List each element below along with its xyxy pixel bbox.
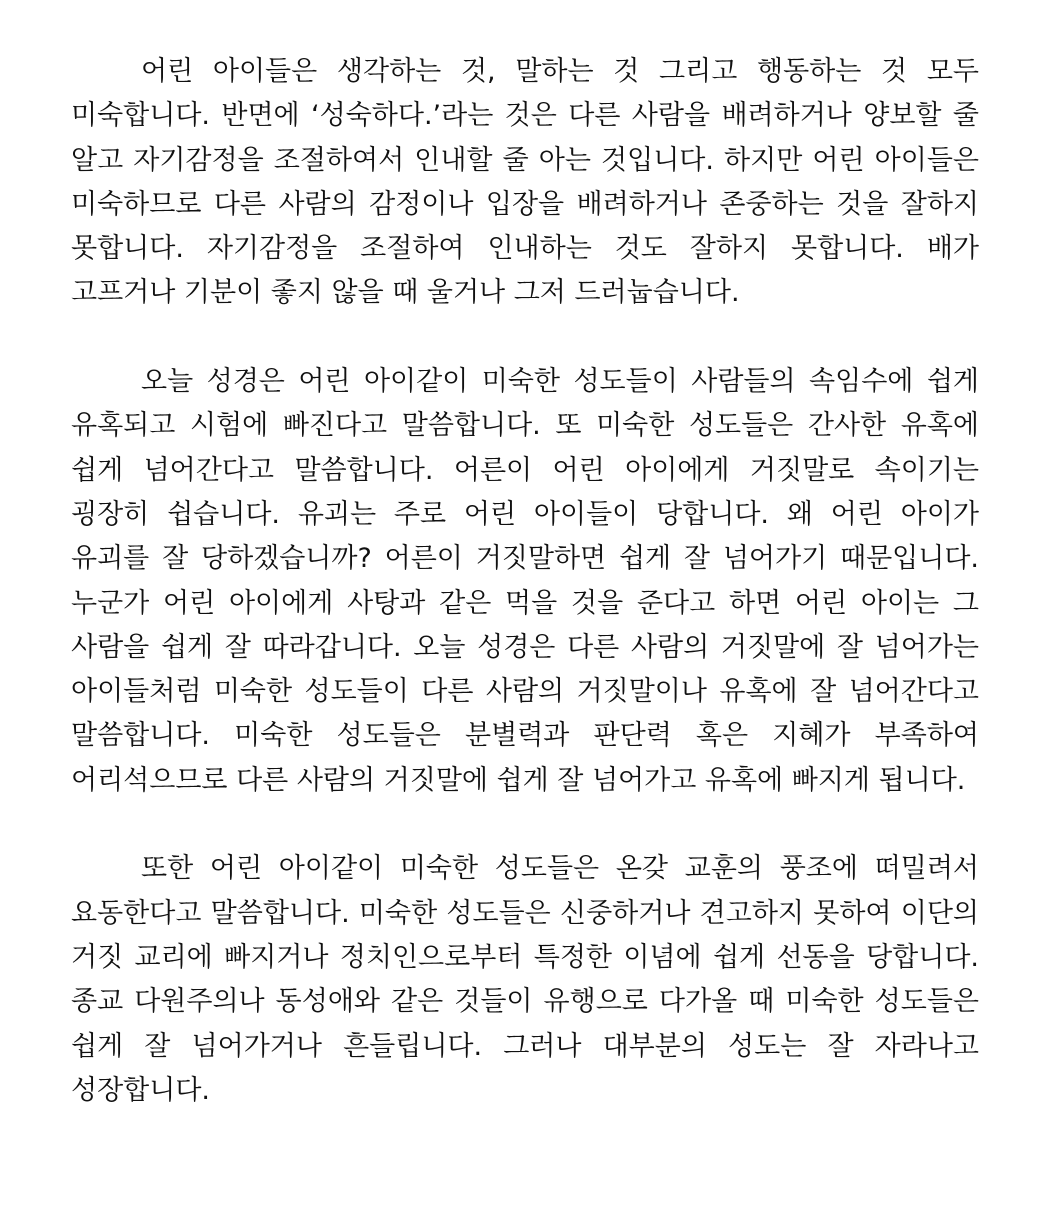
- document-page: [71, 50, 979, 1113]
- paragraph-winds-of-doctrine: 또한 어린 아이같이 미숙한 성도들은 온갖 교훈의 풍조에 떠밀려서 요동한다고 말씀합니다. 미숙한 성도들은 신중하거나 견고하지 못하여 이단의 거짓 교리에 빠지거나 정치인으로부터 특정한 이념에 쉽게 선동을 당합니다. 종교 다원주의나 동성애와 같은 것들이 유행으로 다가올 때 미숙한 성도들은 쉽게 잘 넘어가거나 흔들립니다. 그러나 대부분의 성도는 잘 자라나고 성장합니다.: [71, 853, 979, 1106]
- paragraph-deception-and-temptation: 오늘 성경은 어린 아이같이 미숙한 성도들이 사람들의 속임수에 쉽게 유혹되고 시험에 빠진다고 말씀합니다. 또 미숙한 성도들은 간사한 유혹에 쉽게 넘어간다고 말씀합니다. 어른이 어린 아이에게 거짓말로 속이기는 굉장히 쉽습니다. 유괴는 주로 어린 아이들이 당합니다. 왜 어린 아이가 유괴를 잘 당하겠습니까? 어른이 거짓말하면 쉽게 잘 넘어가기 때문입니다. 누군가 어린 아이에게 사탕과 같은 먹을 것을 준다고 하면 어린 아이는 그 사람을 쉽게 잘 따라갑니다. 오늘 성경은 다른 사람의 거짓말에 잘 넘어가는 아이들처럼 미숙한 성도들이 다른 사람의 거짓말이나 유혹에 잘 넘어간다고 말씀합니다. 미숙한 성도들은 분별력과 판단력 혹은 지혜가 부족하여 어리석으므로 다른 사람의 거짓말에 쉽게 잘 넘어가고 유혹에 빠지게 됩니다.: [71, 366, 979, 796]
- paragraph-immaturity-of-children: 어린 아이들은 생각하는 것, 말하는 것 그리고 행동하는 것 모두 미숙합니다. 반면에 ‘성숙하다.’라는 것은 다른 사람을 배려하거나 양보할 줄 알고 자기감정을 조절하여서 인내할 줄 아는 것입니다. 하지만 어린 아이들은 미숙하므로 다른 사람의 감정이나 입장을 배려하거나 존중하는 것을 잘하지 못합니다. 자기감정을 조절하여 인내하는 것도 잘하지 못합니다. 배가 고프거나 기분이 좋지 않을 때 울거나 그저 드러눕습니다.: [71, 56, 979, 309]
